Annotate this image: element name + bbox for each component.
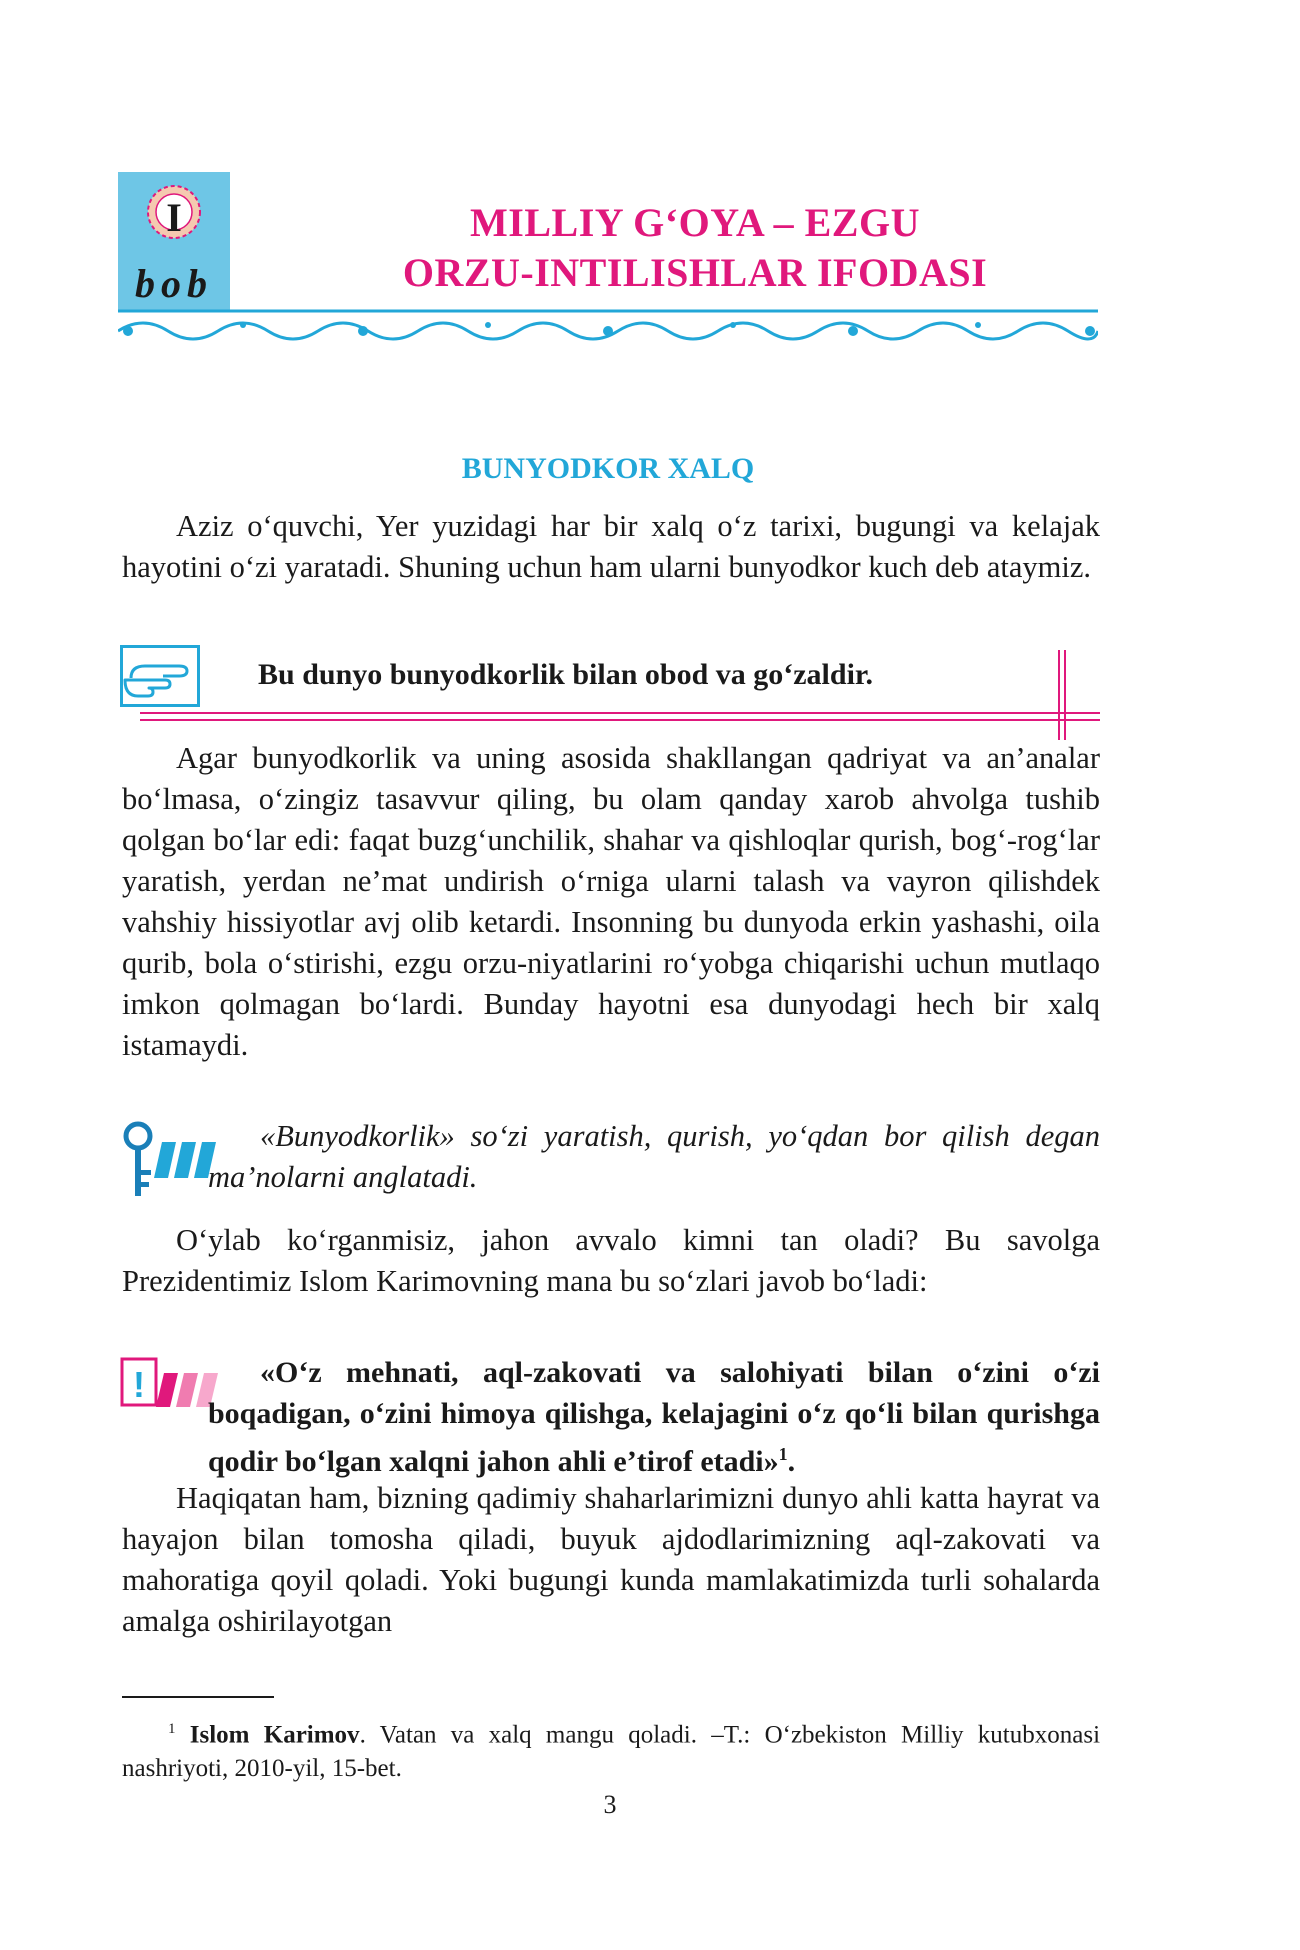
chapter-title-line1: MILLIY G‘OYA – EZGU [470, 200, 920, 245]
footnote [122, 1712, 1100, 1786]
pointing-hand-icon [120, 645, 200, 707]
highlight-vertical-rule [1058, 650, 1066, 740]
chapter-word: bob [135, 261, 213, 306]
chapter-title [300, 198, 1090, 298]
paragraph-2: Agar bunyodkorlik va uning asosida shakllangan qadriyat va an’analar bo‘lmasa, o‘zingiz tasavvur qiling, bu olam qanday xarob ahvolga tushib qolgan bo‘lar edi: faqat buzg‘unchilik, shahar va qishloqlar qurish, bog‘-rog‘lar yaratish, yerdan ne’mat undirish o‘rniga ularni talash va vayron qilishdek vahshiy hissiyotlar avj olib ketardi. Insonning bu dunyoda erkin yashashi, oila qurib, bola o‘stirishi, ezgu orzu-niyatlarini ro‘yobga chiqarishi uchun mutlaqo imkon qolmagan bo‘lardi. Bunday hayotni esa dunyodagi hech bir xalq istamaydi. [122, 741, 1100, 1062]
paragraph-1: Aziz o‘quvchi, Yer yuzidagi har bir xalq o‘z tarixi, bugungi va kelajak hayotini o‘zi yaratadi. Shuning uchun ham ularni bunyodkor kuch deb ataymiz. [122, 509, 1100, 584]
footnote-text: . Vatan va xalq mangu qoladi. –T.: O‘zbekiston Milliy kutubxonasi nashriyoti, 2010-yil, 15-bet. [122, 1721, 1101, 1783]
section-title: BUNYODKOR XALQ [461, 452, 755, 485]
chapter-badge [118, 172, 230, 310]
chapter-title-line2: ORZU-INTILISHLAR IFODASI [402, 250, 988, 295]
paragraph-4: Haqiqatan ham, bizning qadimiy shaharlarimizni dunyo ahli katta hayrat va hayajon bilan tomosha qiladi, buyuk ajdodlarimizning aql-zakovati va mahoratiga qoyil qoladi. Yoki bugungi kunda mamlakatimizda turli sohalarda amalga oshirilayotgan [122, 1481, 1100, 1638]
ornament-border [118, 305, 1098, 345]
quote-body: «O‘z mehnati, aql-zakovati va salohiyati bilan o‘zini o‘zi boqadigan, o‘zini himoya qilishga, kelajagini o‘z qo‘li bilan qurishga qodir bo‘lgan xalqni jahon ahli e’tirof etadi» [208, 1356, 1100, 1478]
highlight-underline [140, 712, 1100, 721]
page-number: 3 [603, 1790, 617, 1819]
highlight-statement: Bu dunyo bunyodkorlik bilan obod va go‘zaldir. [258, 658, 873, 691]
definition: «Bunyodkorlik» so‘zi yaratish, qurish, yo‘qdan bor qilish degan ma’nolarni anglatadi. [208, 1119, 1100, 1194]
quote-footnote-mark: 1 [778, 1444, 788, 1464]
paragraph-3: O‘ylab ko‘rganmisiz, jahon avvalo kimni tan oladi? Bu savolga Prezidentimiz Islom Karimovning mana bu so‘zlari javob bo‘ladi: [122, 1223, 1100, 1298]
svg-text:!: ! [133, 1364, 145, 1405]
footnote-divider [122, 1696, 274, 1698]
quote [208, 1352, 1100, 1482]
footnote-mark: 1 [168, 1721, 176, 1737]
chapter-numeral: I [166, 195, 182, 240]
quote-end: . [787, 1445, 796, 1478]
footnote-author: Islom Karimov [189, 1721, 360, 1749]
